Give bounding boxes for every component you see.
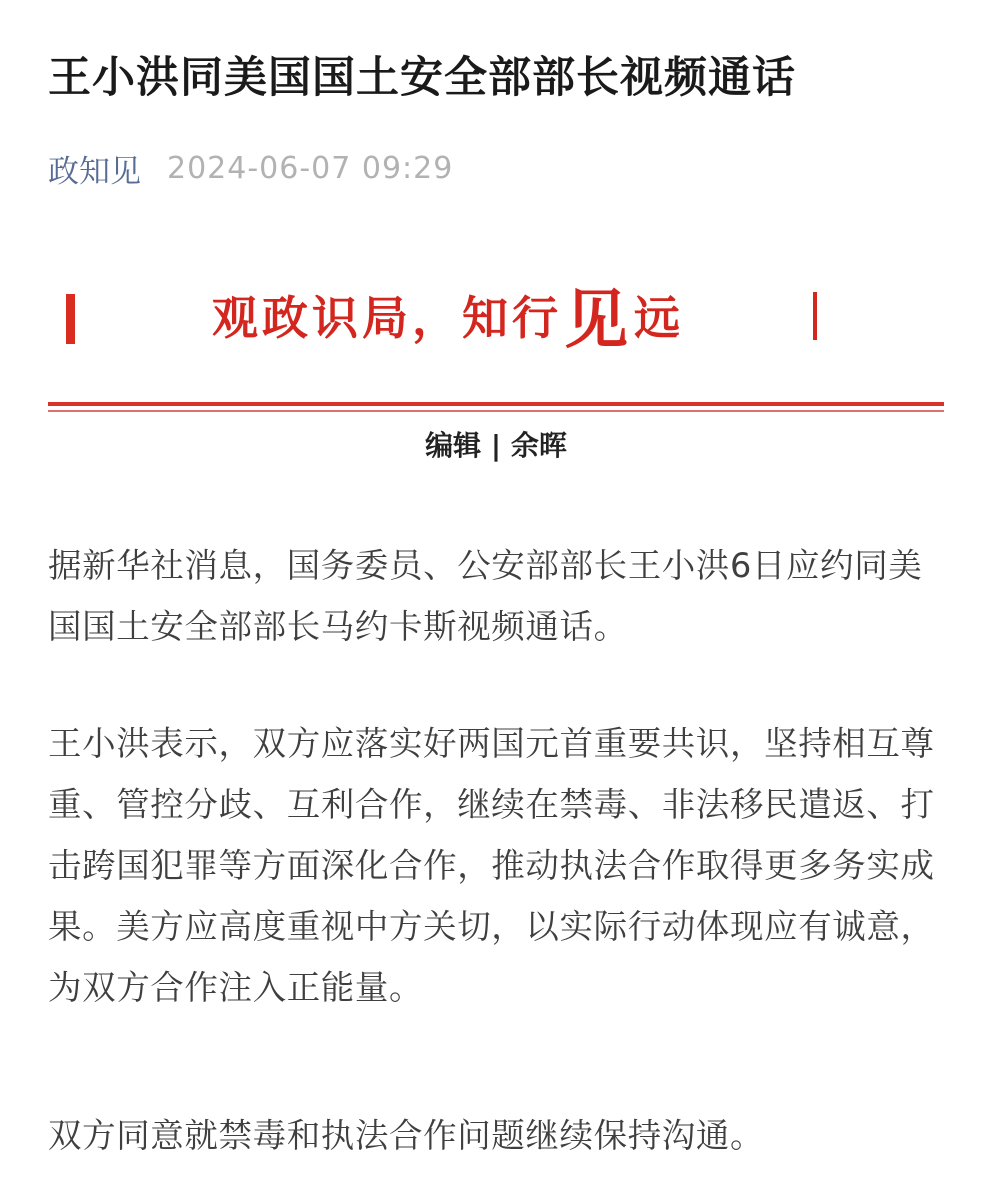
- article-meta: [48, 144, 453, 192]
- divider-thin: [48, 410, 944, 412]
- editor-credit: 编辑 | 余晖: [425, 429, 567, 462]
- divider-thick: [48, 402, 944, 406]
- paragraph-1: 据新华社消息，国务委员、公安部部长王小洪6日应约同美国国土安全部部长马约卡斯视频通话。: [48, 546, 923, 646]
- banner-tail-bar: [813, 292, 817, 340]
- author-link[interactable]: 政知见: [48, 153, 141, 190]
- slogan-big-char: 见: [564, 283, 632, 358]
- slogan-part-2: 远: [634, 291, 684, 345]
- slogan-banner: [48, 270, 944, 360]
- slogan-part-1: 观政识局，知行: [212, 291, 562, 345]
- banner-accent-bar: [66, 294, 75, 344]
- publish-date: 2024-06-07 09:29: [167, 150, 454, 186]
- slogan-text: [212, 270, 684, 360]
- paragraph-3: 双方同意就禁毒和执法合作问题继续保持沟通。: [48, 1116, 765, 1155]
- paragraph-2: 王小洪表示，双方应落实好两国元首重要共识，坚持相互尊重、管控分歧、互利合作，继续在禁毒、非法移民遣返、打击跨国犯罪等方面深化合作，推动执法合作取得更多务实成果。美方应高度重视中方关切，以实际行动体现应有诚意，为双方合作注入正能量。: [48, 724, 935, 1007]
- article-title: 王小洪同美国国土安全部部长视频通话: [48, 53, 796, 103]
